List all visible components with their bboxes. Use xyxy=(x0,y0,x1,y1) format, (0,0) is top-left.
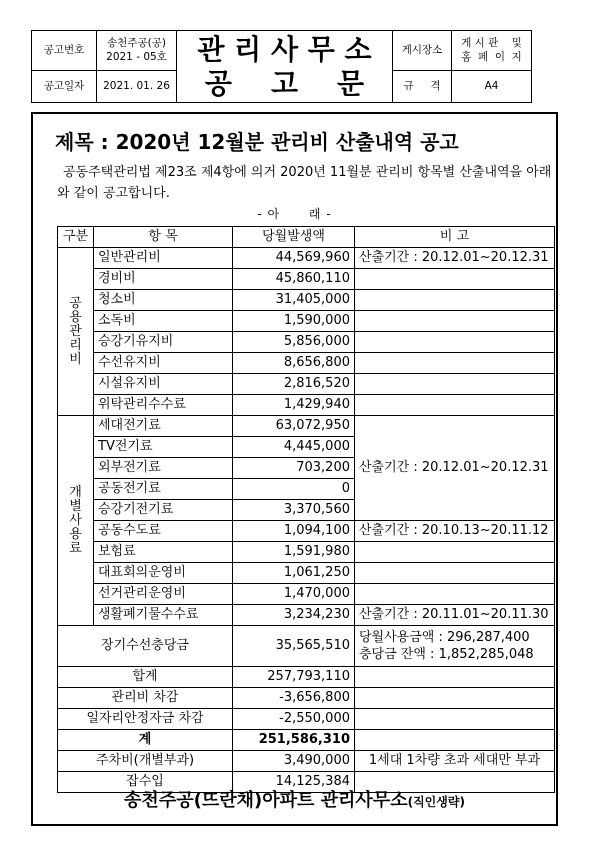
notice-number-label: 공고번호 xyxy=(32,31,97,71)
issuer-name: 송천주공(뜨란채)아파트 관리사무소 xyxy=(124,790,408,811)
notice-title: 공 고 문 xyxy=(204,66,365,100)
table-row: 소독비 1,590,000 xyxy=(58,311,555,332)
table-row: 승강기전기료 3,370,560 xyxy=(58,500,555,521)
table-row: 대표회의운영비 1,061,250 xyxy=(58,563,555,584)
summary-row: 관리비 차감 -3,656,800 xyxy=(58,688,555,709)
notice-body xyxy=(31,112,558,826)
table-row: 공동전기료 0 xyxy=(58,479,555,500)
intro-paragraph: 공동주택관리법 제23조 제4항에 의거 2020년 11월분 관리비 항목별 산출내역을 아래와 같이 공고합니다. xyxy=(57,165,552,201)
header-item: 항 목 xyxy=(94,227,233,248)
notice-header xyxy=(31,30,532,103)
waste-note: 산출기간 : 20.11.01~20.11.30 xyxy=(355,605,555,626)
total-row: 계 251,586,310 xyxy=(58,730,555,751)
spec-value: A4 xyxy=(452,71,532,103)
office-title: 관 리 사 무 소 xyxy=(197,32,372,66)
table-row: 시설유지비 2,816,520 xyxy=(58,374,555,395)
date-value: 2021. 01. 26 xyxy=(97,71,177,103)
table-row: TV전기료 4,445,000 xyxy=(58,437,555,458)
spec-label: 규 격 xyxy=(393,71,452,103)
seal-omitted-note: (직인생략) xyxy=(407,795,465,809)
table-row: 공용관리비 일반관리비 44,569,960 산출기간 : 20.12.01~20.12.31 xyxy=(58,248,555,269)
notice-number-value: 송천주공(공) 2021 - 05호 xyxy=(97,31,177,71)
misc-income-row: 잡수입 14,125,384 xyxy=(58,772,555,793)
date-label: 공고일자 xyxy=(32,71,97,103)
location-value: 게 시 판 및 홈 페 이 지 xyxy=(452,31,532,71)
header-amount: 당월발생액 xyxy=(233,227,355,248)
table-row: 승강기유지비 5,856,000 xyxy=(58,332,555,353)
table-row: 경비비 45,860,110 xyxy=(58,269,555,290)
header-note: 비 고 xyxy=(355,227,555,248)
document-title: 제목 : 2020년 12월분 관리비 산출내역 공고 xyxy=(55,130,459,154)
header-title-cell xyxy=(177,31,393,103)
location-label: 게시장소 xyxy=(393,31,452,71)
table-row: 외부전기료 703,200 xyxy=(58,458,555,479)
common-note: 산출기간 : 20.12.01~20.12.31 xyxy=(355,248,555,269)
table-row: 선거관리운영비 1,470,000 xyxy=(58,584,555,605)
individual-group-label: 개별사용료 xyxy=(58,416,94,626)
table-row: 청소비 31,405,000 xyxy=(58,290,555,311)
table-row: 보험료 1,591,980 xyxy=(58,542,555,563)
table-row: 공동수도료 1,094,100 산출기간 : 20.10.13~20.11.12 xyxy=(58,521,555,542)
below-marker: - 아 래 - xyxy=(257,207,332,221)
reserve-note: 당월사용금액 : 296,287,400 충당금 잔액 : 1,852,285,048 xyxy=(355,626,555,667)
header-category: 구분 xyxy=(58,227,94,248)
issuer-footer xyxy=(33,786,556,812)
water-note: 산출기간 : 20.10.13~20.11.12 xyxy=(355,521,555,542)
table-row: 개별사용료 세대전기료 63,072,950 산출기간 : 20.12.01~20.12.31 xyxy=(58,416,555,437)
table-row: 생활폐기물수수료 3,234,230 산출기간 : 20.11.01~20.11.30 xyxy=(58,605,555,626)
table-row: 수선유지비 8,656,800 xyxy=(58,353,555,374)
summary-row: 합계 257,793,110 xyxy=(58,667,555,688)
fee-table xyxy=(57,226,555,793)
table-row: 위탁관리수수료 1,429,940 xyxy=(58,395,555,416)
parking-row: 주차비(개별부과) 3,490,000 1세대 1차량 초과 세대만 부과 xyxy=(58,751,555,772)
reserve-row: 장기수선충당금 35,565,510 당월사용금액 : 296,287,400 충당금 잔액 : 1,852,285,048 xyxy=(58,626,555,667)
common-group-label: 공용관리비 xyxy=(58,248,94,416)
electric-note: 산출기간 : 20.12.01~20.12.31 xyxy=(355,416,555,521)
summary-row: 일자리안정자금 차감 -2,550,000 xyxy=(58,709,555,730)
